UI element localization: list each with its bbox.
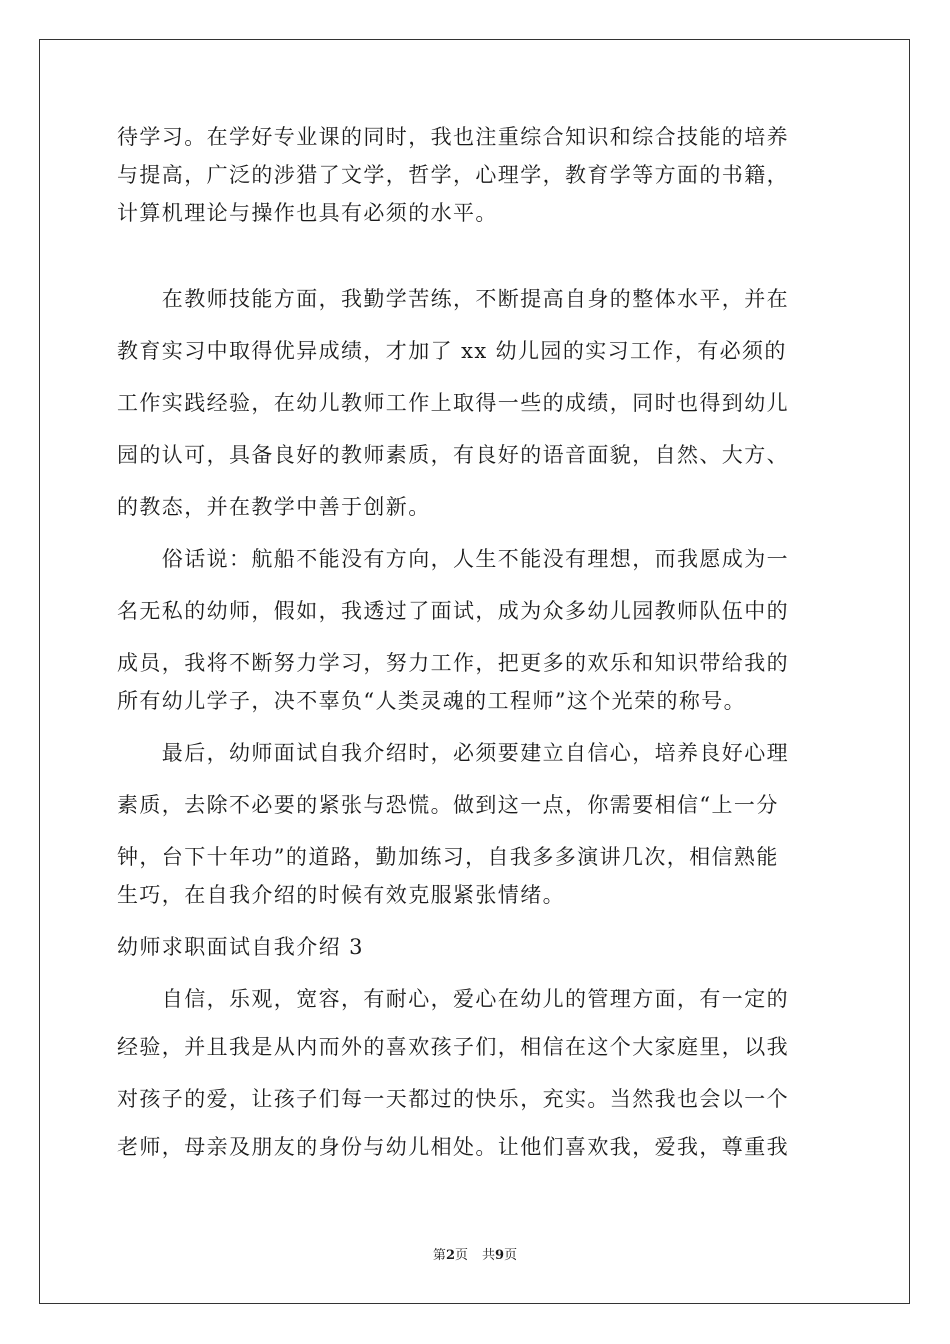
total-prefix: 共 bbox=[482, 1248, 496, 1263]
text-line: 素质，去除不必要的紧张与恐慌。做到这一点，你需要相信“上一分 bbox=[117, 793, 779, 817]
text-line: 对孩子的爱，让孩子们每一天都过的快乐，充实。当然我也会以一个 bbox=[117, 1087, 789, 1111]
text-line: 自信，乐观，宽容，有耐心，爱心在幼儿的管理方面，有一定的 bbox=[117, 987, 789, 1011]
text-line: 成员，我将不断努力学习，努力工作，把更多的欢乐和知识带给我的 bbox=[117, 651, 789, 675]
text-line: 钟，台下十年功”的道路，勤加练习，自我多多演讲几次，相信熟能 bbox=[117, 845, 779, 869]
text-line: 名无私的幼师，假如，我透过了面试，成为众多幼儿园教师队伍中的 bbox=[117, 599, 789, 623]
text-line: 教育实习中取得优异成绩，才加了 xx 幼儿园的实习工作，有必须的 bbox=[117, 339, 787, 363]
page-current: 2 bbox=[445, 1248, 455, 1263]
text-line: 园的认可，具备良好的教师素质，有良好的语音面貌，自然、大方、 bbox=[117, 443, 789, 467]
text-line: 老师，母亲及朋友的身份与幼儿相处。让他们喜欢我，爱我，尊重我 bbox=[117, 1135, 789, 1159]
page-total: 9 bbox=[495, 1248, 505, 1263]
text-line: 经验，并且我是从内而外的喜欢孩子们，相信在这个大家庭里，以我 bbox=[117, 1035, 789, 1059]
page-suffix: 页 bbox=[454, 1248, 468, 1263]
text-line: 的教态，并在教学中善于创新。 bbox=[117, 495, 431, 519]
text-line: 待学习。在学好专业课的同时，我也注重综合知识和综合技能的培养 bbox=[117, 125, 789, 149]
text-line: 生巧，在自我介绍的时候有效克服紧张情绪。 bbox=[117, 883, 565, 907]
text-line: 与提高，广泛的涉猎了文学，哲学，心理学，教育学等方面的书籍， bbox=[117, 163, 789, 187]
text-line: 所有幼儿学子，决不辜负“人类灵魂的工程师”这个光荣的称号。 bbox=[117, 689, 747, 713]
text-line: 计算机理论与操作也具有必须的水平。 bbox=[117, 201, 498, 225]
section-heading: 幼师求职面试自我介绍 3 bbox=[117, 935, 364, 959]
text-line: 俗话说：航船不能没有方向，人生不能没有理想，而我愿成为一 bbox=[117, 547, 789, 571]
text-line: 最后，幼师面试自我介绍时，必须要建立自信心，培养良好心理 bbox=[117, 741, 789, 765]
text-line: 工作实践经验，在幼儿教师工作上取得一些的成绩，同时也得到幼儿 bbox=[117, 391, 789, 415]
total-suffix: 页 bbox=[504, 1248, 518, 1263]
page-footer bbox=[0, 1247, 950, 1265]
text-line: 在教师技能方面，我勤学苦练，不断提高自身的整体水平，并在 bbox=[117, 287, 789, 311]
page-prefix: 第 bbox=[432, 1248, 446, 1263]
